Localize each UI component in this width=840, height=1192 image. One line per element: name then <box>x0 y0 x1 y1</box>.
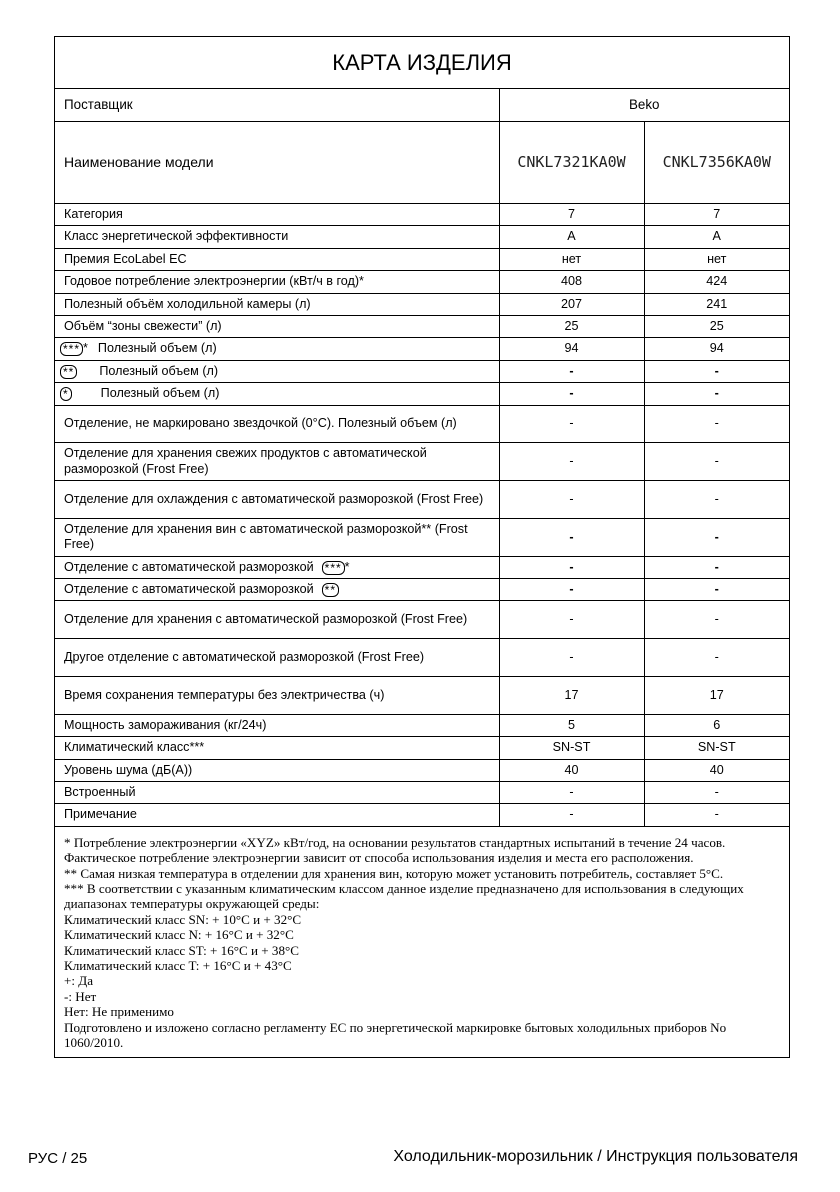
spec-value-2: - <box>644 639 789 677</box>
star-icon: * <box>344 559 350 574</box>
spec-label-text: Класс энергетической эффективности <box>64 229 289 244</box>
spec-row <box>55 518 789 556</box>
spec-row <box>55 737 789 759</box>
spec-label <box>55 518 499 556</box>
footnote-line: +: Да <box>64 973 94 989</box>
spec-label-text: Отделение с автоматической разморозкой <box>64 582 314 597</box>
spec-label <box>55 782 499 804</box>
spec-value-1: 207 <box>499 293 644 315</box>
spec-label <box>55 248 499 270</box>
spec-row <box>55 443 789 481</box>
spec-row <box>55 315 789 337</box>
supplier-row <box>55 89 789 122</box>
spec-row <box>55 383 789 405</box>
page-number: РУС / 25 <box>28 1150 88 1167</box>
spec-label-text: Полезный объем (л) <box>99 363 219 378</box>
spec-value-2: 7 <box>644 204 789 226</box>
spec-label-text: Полезный объем (л) <box>97 341 217 356</box>
spec-label <box>55 204 499 226</box>
footnote-line: Климатический класс ST: + 16°C и + 38°C <box>64 942 299 958</box>
spec-label <box>55 556 499 578</box>
spec-label-text: Отделение, не маркировано звездочкой (0°C). Полезный объем (л) <box>64 416 457 431</box>
spec-value-1: - <box>499 639 644 677</box>
spec-row <box>55 759 789 781</box>
spec-value-1: - <box>499 601 644 639</box>
footnote-line: Нет: Не применимо <box>64 1004 174 1020</box>
spec-label <box>55 737 499 759</box>
spec-label-text: Объём “зоны свежести” (л) <box>64 318 222 333</box>
spec-value-1: - <box>499 804 644 826</box>
spec-row <box>55 677 789 715</box>
spec-value-2: - <box>644 405 789 443</box>
spec-label-text: Уровень шума (дБ(А)) <box>64 762 193 777</box>
spec-value-1: 17 <box>499 677 644 715</box>
spec-label <box>55 338 499 360</box>
freezer-star-icon: ** <box>60 365 77 379</box>
spec-value-2: 6 <box>644 714 789 736</box>
spec-value-2: 241 <box>644 293 789 315</box>
spec-value-2: - <box>644 360 789 382</box>
spec-value-2: - <box>644 443 789 481</box>
spec-value-2: - <box>644 601 789 639</box>
spec-row <box>55 714 789 736</box>
spec-label <box>55 714 499 736</box>
spec-value-1: - <box>499 405 644 443</box>
spec-row <box>55 248 789 270</box>
footnote-line: -: Нет <box>64 988 97 1004</box>
spec-value-2: A <box>644 226 789 248</box>
spec-label <box>55 405 499 443</box>
spec-label <box>55 759 499 781</box>
model-value-1: CNKL7321KA0W <box>499 122 644 204</box>
product-card <box>54 36 790 1058</box>
footnote-line: *** В соответствии с указанным климатическим классом данное изделие предназначено для использования в следующих диапазонах температуры окружающей среды: <box>64 881 748 912</box>
spec-label-text: Климатический класс*** <box>64 740 205 755</box>
freezer-star-icon: *** <box>60 342 83 356</box>
spec-label-text: Полезный объем (л) <box>100 386 220 401</box>
spec-value-2: - <box>644 383 789 405</box>
spec-label-text: Отделение с автоматической разморозкой <box>64 559 314 574</box>
spec-label-text: Примечание <box>64 807 137 822</box>
model-value-2: CNKL7356KA0W <box>644 122 789 204</box>
spec-value-2: 40 <box>644 759 789 781</box>
spec-value-1: - <box>499 556 644 578</box>
spec-value-1: - <box>499 481 644 519</box>
spec-value-2: - <box>644 481 789 519</box>
spec-row <box>55 293 789 315</box>
spec-value-2: 25 <box>644 315 789 337</box>
spec-value-1: 25 <box>499 315 644 337</box>
footnote-line: * Потребление электроэнергии «XYZ» кВт/год, на основании результатов стандартных испытаний в течение 24 часов. Фактическое потребление электроэнергии зависит от способа использования изделия и места его расположения. <box>64 834 729 866</box>
spec-value-1: - <box>499 360 644 382</box>
spec-label <box>55 383 499 405</box>
spec-label-text: Отделение для охлаждения с автоматической разморозкой (Frost Free) <box>64 491 484 506</box>
spec-row <box>55 782 789 804</box>
spec-label-text: Годовое потребление электроэнергии (кВт/ч в год)* <box>64 274 364 289</box>
spec-value-2: - <box>644 556 789 578</box>
footnote-line: Климатический класс N: + 16°C и + 32°C <box>64 927 294 943</box>
card-title: КАРТА ИЗДЕЛИЯ <box>55 37 789 89</box>
spec-row <box>55 579 789 601</box>
spec-value-1: - <box>499 518 644 556</box>
freezer-star-icon: ** <box>322 583 339 597</box>
spec-table <box>55 89 789 827</box>
spec-label-text: Встроенный <box>64 785 136 800</box>
freezer-star-icon: * <box>60 387 72 401</box>
spec-row <box>55 226 789 248</box>
spec-label-text: Отделение для хранения вин с автоматической разморозкой** (Frost Free) <box>64 521 468 552</box>
footer-title: Холодильник-морозильник / Инструкция пользователя <box>393 1148 798 1165</box>
spec-value-1: - <box>499 579 644 601</box>
supplier-value: Beko <box>499 89 789 122</box>
spec-label <box>55 601 499 639</box>
spec-value-1: A <box>499 226 644 248</box>
spec-row <box>55 639 789 677</box>
freezer-star-icon: *** <box>322 561 345 575</box>
spec-label <box>55 360 499 382</box>
spec-value-2: 17 <box>644 677 789 715</box>
spec-row <box>55 338 789 360</box>
spec-value-1: нет <box>499 248 644 270</box>
model-label: Наименование модели <box>55 122 499 204</box>
spec-value-1: 5 <box>499 714 644 736</box>
spec-value-2: нет <box>644 248 789 270</box>
spec-label-text: Мощность замораживания (кг/24ч) <box>64 717 267 732</box>
footnote-line: Климатический класс SN: + 10°C и + 32°C <box>64 911 302 927</box>
footnote-line: Климатический класс T: + 16°C и + 43°C <box>64 958 292 974</box>
spec-label <box>55 226 499 248</box>
footnotes <box>55 827 789 1057</box>
spec-value-1: 408 <box>499 271 644 293</box>
spec-label-text: Отделение для хранения свежих продуктов с автоматической разморозкой (Frost Free) <box>64 446 427 476</box>
spec-label-text: Категория <box>64 206 123 221</box>
spec-label <box>55 293 499 315</box>
spec-row <box>55 481 789 519</box>
spec-row <box>55 204 789 226</box>
spec-value-2: - <box>644 804 789 826</box>
spec-label-text: Полезный объём холодильной камеры (л) <box>64 296 311 311</box>
spec-label-text: Премия EcoLabel EC <box>64 251 187 266</box>
spec-value-1: 40 <box>499 759 644 781</box>
spec-label <box>55 677 499 715</box>
spec-label <box>55 804 499 826</box>
spec-value-1: - <box>499 782 644 804</box>
spec-label <box>55 271 499 293</box>
spec-value-2: - <box>644 518 789 556</box>
spec-value-1: 7 <box>499 204 644 226</box>
spec-value-1: 94 <box>499 338 644 360</box>
spec-label <box>55 315 499 337</box>
spec-row <box>55 271 789 293</box>
spec-label <box>55 481 499 519</box>
spec-label <box>55 443 499 481</box>
spec-value-2: 94 <box>644 338 789 360</box>
star-icon: * <box>83 341 88 356</box>
footnote-line: ** Самая низкая температура в отделении для хранения вин, которую может установить потребитель, составляет 5°C. <box>64 865 724 881</box>
spec-row <box>55 804 789 826</box>
spec-label <box>55 639 499 677</box>
spec-label-text: Время сохранения температуры без электричества (ч) <box>64 687 385 702</box>
spec-value-2: - <box>644 579 789 601</box>
spec-row <box>55 360 789 382</box>
spec-value-1: - <box>499 383 644 405</box>
spec-label-text: Другое отделение с автоматической разморозкой (Frost Free) <box>64 649 425 664</box>
spec-row <box>55 556 789 578</box>
model-row <box>55 122 789 204</box>
spec-label-text: Отделение для хранения с автоматической разморозкой (Frost Free) <box>64 612 468 627</box>
spec-value-2: SN-ST <box>644 737 789 759</box>
supplier-label: Поставщик <box>55 89 499 122</box>
spec-value-2: 424 <box>644 271 789 293</box>
spec-value-1: SN-ST <box>499 737 644 759</box>
spec-value-2: - <box>644 782 789 804</box>
spec-row <box>55 601 789 639</box>
spec-label <box>55 579 499 601</box>
footnote-line: Подготовлено и изложено согласно регламенту ЕС по энергетической маркировке бытовых холодильных приборов No 1060/2010. <box>64 1019 730 1051</box>
spec-value-1: - <box>499 443 644 481</box>
spec-row <box>55 405 789 443</box>
